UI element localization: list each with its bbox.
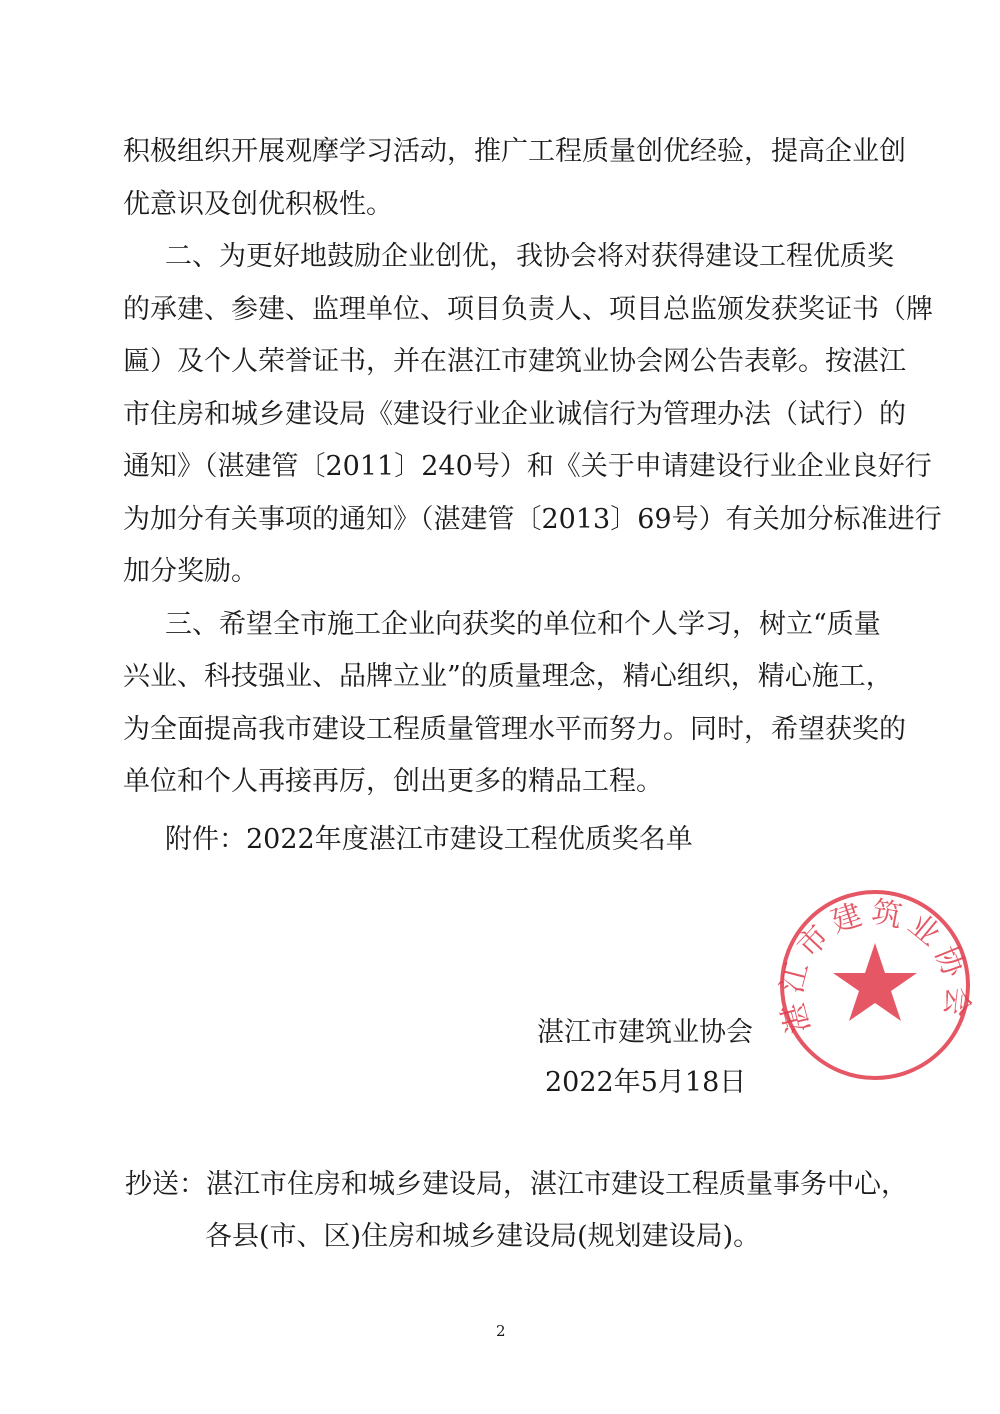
body-line: 的承建、参建、监理单位、项目负责人、项目总监颁发获奖证书（牌: [123, 294, 933, 325]
attachment-note: 附件：2022年度湛江市建设工程优质奖名单: [165, 824, 693, 855]
cc-line: 各县(市、区)住房和城乡建设局(规划建设局)。: [205, 1221, 761, 1252]
signature-org: 湛江市建筑业协会: [537, 1017, 753, 1048]
cc-line: 抄送：湛江市住房和城乡建设局，湛江市建设工程质量事务中心，: [125, 1169, 908, 1200]
seal-text: 湛江市建筑业协会: [775, 894, 975, 1038]
page-number: 2: [496, 1322, 506, 1340]
body-line: 积极组织开展观摩学习活动，推广工程质量创优经验，提高企业创: [123, 136, 906, 167]
body-line: 通知》（湛建管〔2011〕240号）和《关于申请建设行业企业良好行: [123, 451, 932, 482]
body-line: 市住房和城乡建设局《建设行业企业诚信行为管理办法（试行）的: [123, 399, 906, 430]
body-line: 优意识及创优积极性。: [123, 189, 393, 220]
star-icon: [833, 943, 917, 1021]
body-line: 二、为更好地鼓励企业创优，我协会将对获得建设工程优质奖: [165, 241, 894, 272]
body-line: 加分奖励。: [123, 556, 258, 587]
signature-date: 2022年5月18日: [545, 1067, 747, 1098]
body-line: 为全面提高我市建设工程质量管理水平而努力。同时，希望获奖的: [123, 714, 906, 745]
body-line: 为加分有关事项的通知》（湛建管〔2013〕69号）有关加分标准进行: [123, 504, 942, 535]
body-line: 单位和个人再接再厉，创出更多的精品工程。: [123, 766, 663, 797]
official-seal: [775, 885, 975, 1085]
body-line: 兴业、科技强业、品牌立业”的质量理念，精心组织，精心施工，: [123, 661, 893, 692]
body-line: 三、希望全市施工企业向获奖的单位和个人学习，树立“质量: [165, 609, 881, 640]
body-line: 匾）及个人荣誉证书，并在湛江市建筑业协会网公告表彰。按湛江: [123, 346, 906, 377]
